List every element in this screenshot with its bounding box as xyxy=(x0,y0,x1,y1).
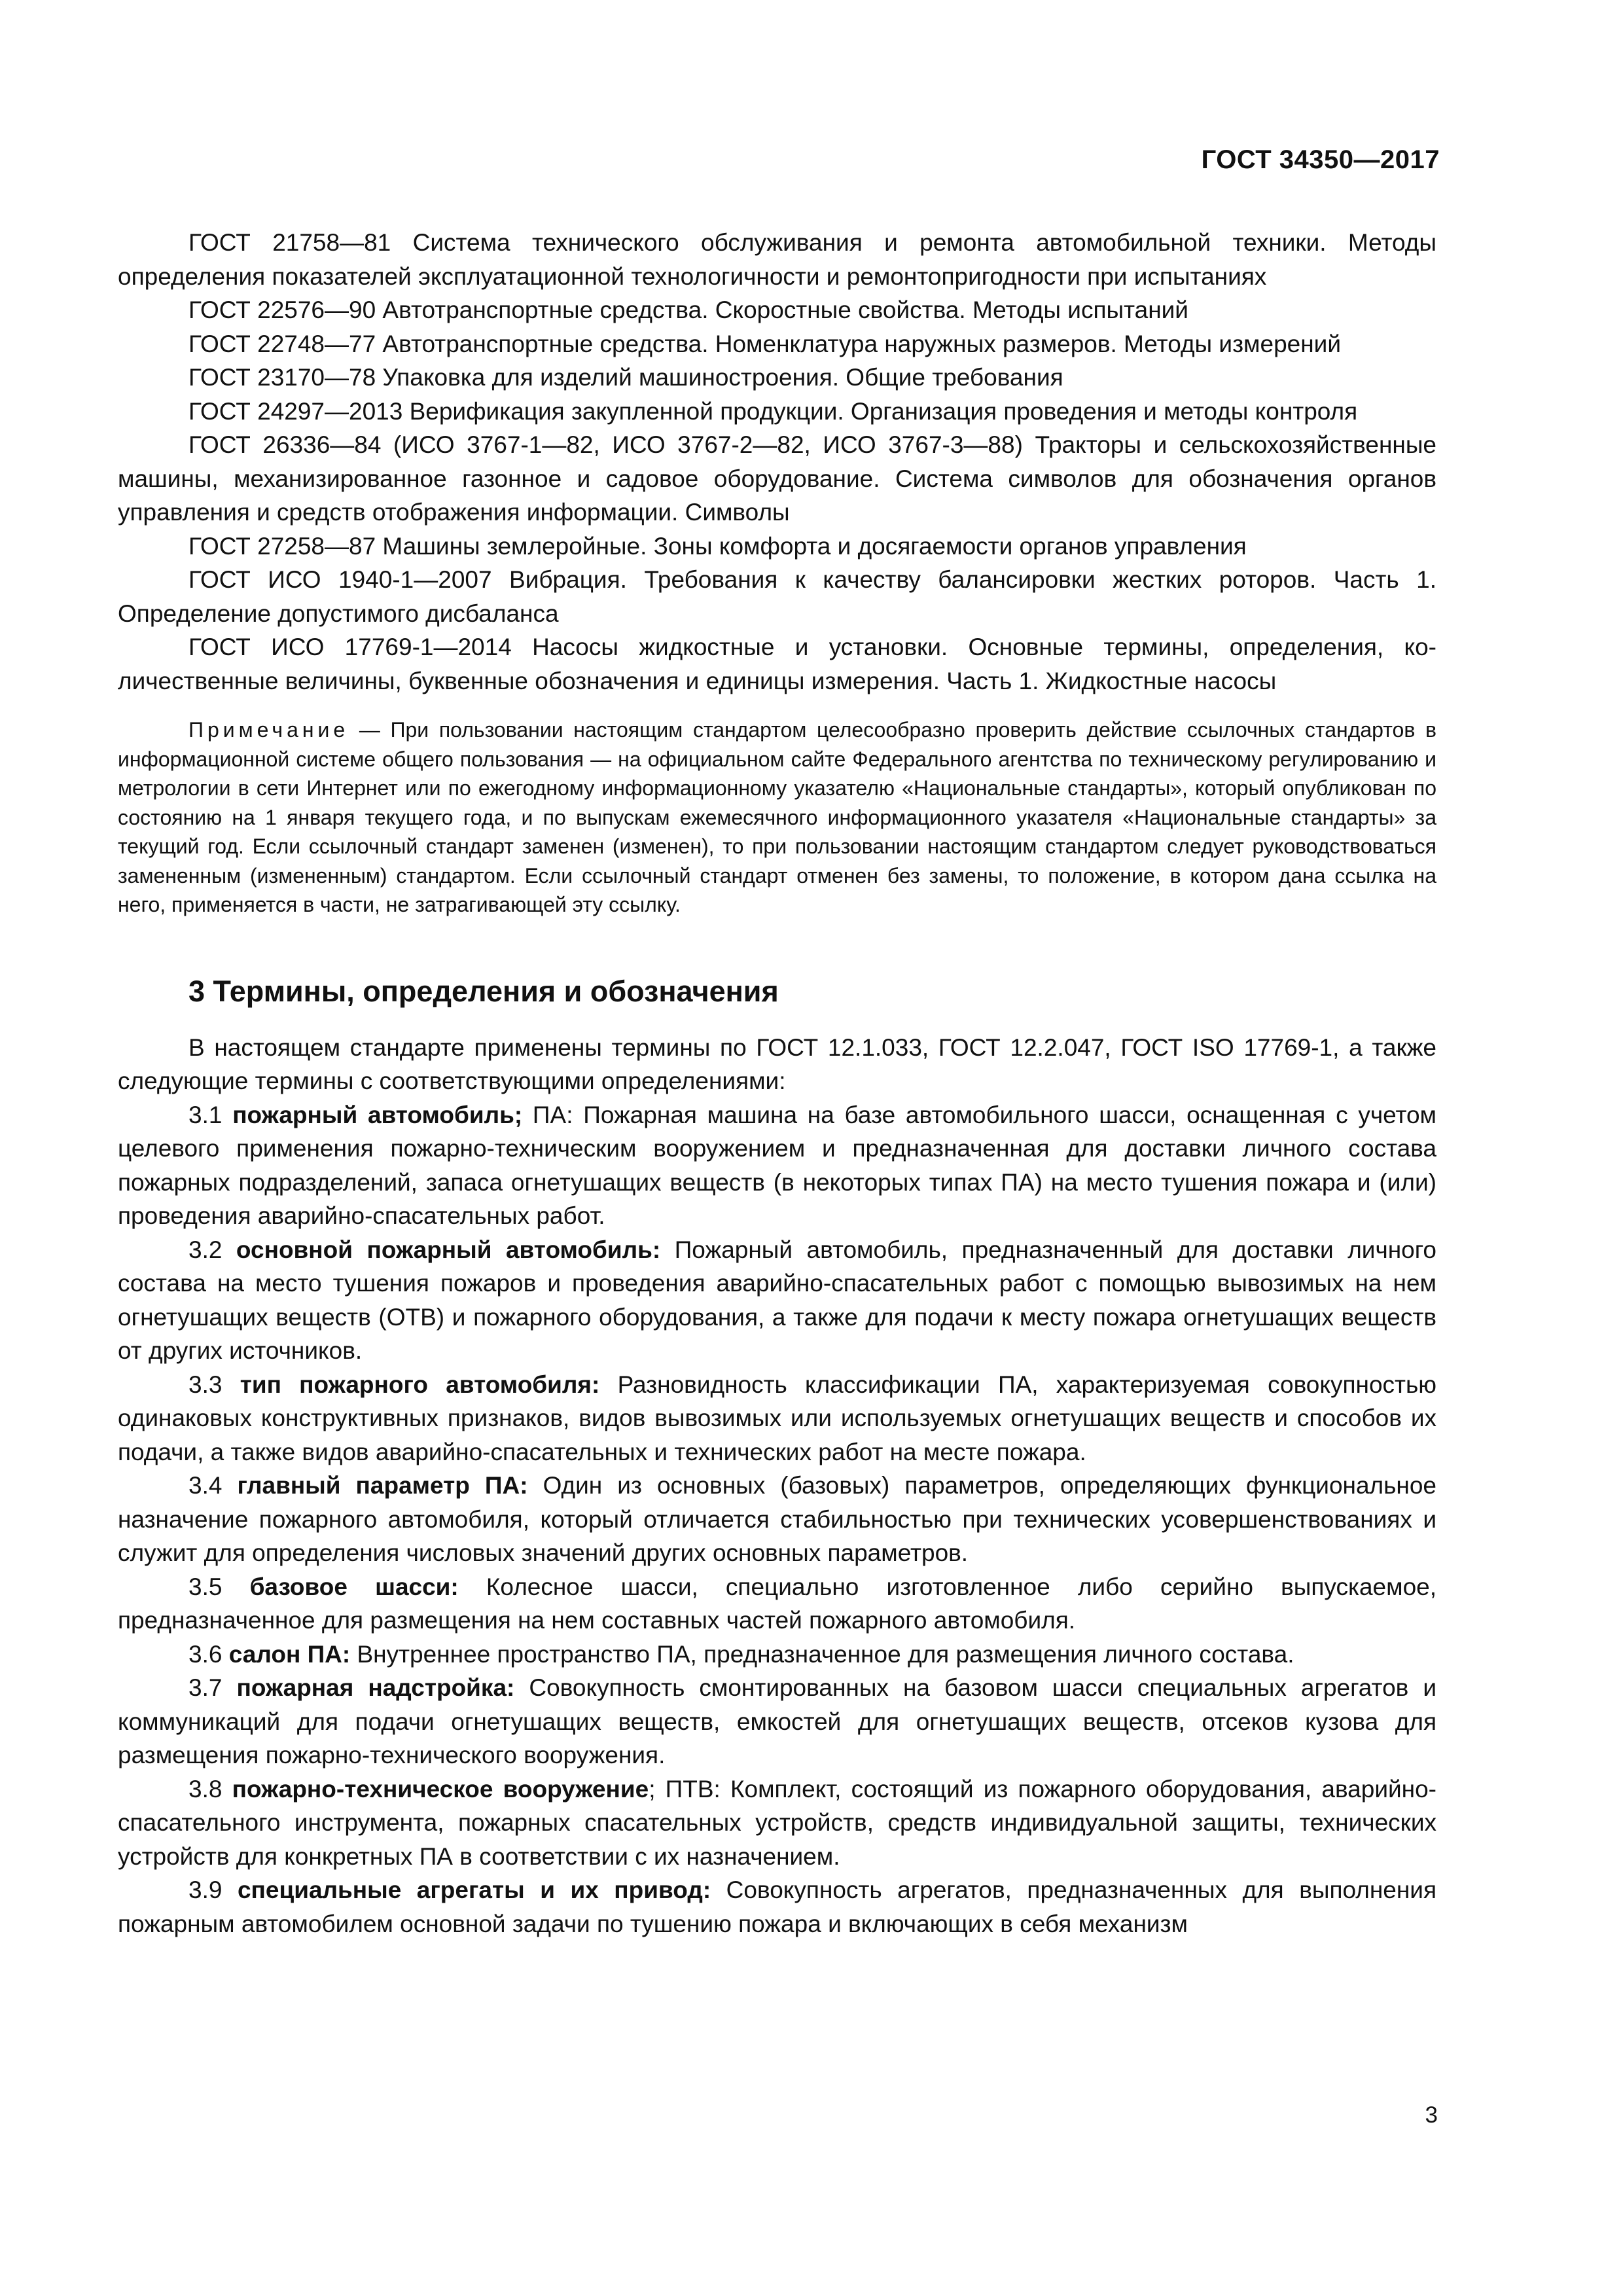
term-number: 3.2 xyxy=(188,1236,236,1263)
term-text: Пожарный автомобиль, предназначенный для доставки личного состава на место тушения пожаров и проведения аварийно-спасательных работ с помощью вывозимых на нем огнетушащих веществ (ОТВ) и пожарного оборудования, а также для подачи к месту пожара огнетушащих веществ от других источников. xyxy=(118,1236,1436,1364)
standard-code-header: ГОСТ 34350—2017 xyxy=(1201,145,1440,174)
reference-item: ГОСТ 24297—2013 Верификация закупленной продукции. Организация проведения и методы контроля xyxy=(188,397,1358,425)
reference-item: ГОСТ ИСО 17769-1—2014 Насосы жидкостные и установки. Основные термины, определения, количественные величины, буквенные обозначения и единицы измерения. Часть 1. Жидкостные насосы xyxy=(118,634,1436,694)
term-definition xyxy=(118,1873,1436,1941)
reference-item: ГОСТ 23170—78 Упаковка для изделий машиностроения. Общие требования xyxy=(188,364,1063,391)
page-number: 3 xyxy=(1425,2102,1438,2128)
reference-item: ГОСТ 26336—84 (ИСО 3767-1—82, ИСО 3767-2—82, ИСО 3767-3—88) Тракторы и сельскохозяйственные машины, механизированное газонное и садовое оборудование. Система символов для обозначения органов управления и средств отображения информации. Символы xyxy=(118,431,1436,526)
term-number: 3.1 xyxy=(188,1101,233,1128)
term-name: главный параметр ПА: xyxy=(237,1472,528,1499)
term-name: пожарный автомобиль; xyxy=(232,1101,523,1128)
section-intro: В настоящем стандарте применены термины по ГОСТ 12.1.033, ГОСТ 12.2.047, ГОСТ ISO 17769-1, а также следующие термины с соответствующими определениями: xyxy=(118,1033,1436,1094)
term-text: ПА: Пожарная машина на базе автомобильного шасси, оснащенная с учетом целевого применения пожарно-техническим вооружением и предназначенная для доставки личного состава пожарных подразделений, запаса огнетушащих веществ (в некоторых типах ПА) на место тушения пожара и (или) проведения аварийно-спасательных работ. xyxy=(118,1101,1436,1229)
terms-list xyxy=(118,1098,1436,1941)
term-name: специальные агрегаты и их привод: xyxy=(237,1876,711,1903)
term-name: пожарно-техническое вооружение xyxy=(232,1775,649,1803)
term-number: 3.5 xyxy=(188,1573,250,1600)
term-name: салон ПА: xyxy=(228,1640,351,1668)
term-name: пожарная надстройка: xyxy=(236,1674,515,1701)
term-text: Колесное шасси, специально изготовленное либо серийно выпускаемое, предназначенное для размещения на нем составных частей пожарного автомобиля. xyxy=(118,1573,1437,1634)
term-number: 3.6 xyxy=(188,1640,229,1668)
term-definition xyxy=(118,1098,1436,1233)
term-definition xyxy=(118,1469,1436,1570)
term-definition xyxy=(118,1671,1436,1772)
reference-item: ГОСТ ИСО 1940-1—2007 Вибрация. Требования к качеству балансировки жестких роторов. Часть 1. Определение допустимого дисбаланса xyxy=(118,566,1436,627)
term-definition xyxy=(118,1638,1436,1672)
term-text: ; ПТВ: Комплект, состоящий из пожарного оборудования, аварийно-спасательного инструмента, пожарных спасательных устройств, средств индивидуальной защиты, технических устройств для конкретных ПА в соответствии с их назначением. xyxy=(118,1775,1437,1870)
term-definition xyxy=(118,1233,1436,1368)
reference-item: ГОСТ 27258—87 Машины землеройные. Зоны комфорта и досягаемости органов управления xyxy=(188,532,1247,560)
section-title: 3 Термины, определения и обозначения xyxy=(188,974,779,1008)
term-number: 3.8 xyxy=(188,1775,232,1803)
reference-item: ГОСТ 21758—81 Система технического обслуживания и ремонта автомобильной техники. Методы определения показателей эксплуатационной технологичности и ремонтопригодности при испытаниях xyxy=(118,229,1436,290)
term-text: Совокупность смонтированных на базовом шасси специальных агрегатов и коммуникаций для подачи огнетушащих веществ, емкостей для огнетушащих веществ, отсеков кузова для размещения пожарно-технического вооружения. xyxy=(118,1674,1437,1768)
normative-references xyxy=(118,226,1436,698)
term-name: базовое шасси: xyxy=(249,1573,459,1600)
reference-item: ГОСТ 22576—90 Автотранспортные средства. Скоростные свойства. Методы испытаний xyxy=(188,296,1188,323)
term-name: тип пожарного автомобиля: xyxy=(240,1371,600,1398)
page-content xyxy=(118,226,1436,1941)
term-definition xyxy=(118,1570,1436,1638)
term-text: Один из основных (базовых) параметров, определяющих функциональное назначение пожарного автомобиля, который отличается стабильностью при технических усовершенствованиях и служит для определения числовых значений других основных параметров. xyxy=(118,1472,1436,1566)
term-text: Внутреннее пространство ПА, предназначенное для размещения личного состава. xyxy=(350,1640,1294,1668)
term-number: 3.7 xyxy=(188,1674,237,1701)
note-text: — При пользовании настоящим стандартом целесообразно проверить действие ссылочных стандартов в информационной системе общего пользования — на официальном сайте Федерального агентства по техническому регулированию и метрологии в сети Интернет или по ежегодному информационному указателю «Национальные стандарты», который опубликован по состоянию на 1 января текущего года, и по выпускам ежемесячного информационного указателя «Национальные стандарты» за текущий год. Если ссылочный стандарт заменен (изменен), то при пользовании настоящим стандартом следует руководствоваться замененным (измененным) стандартом. Если ссылочный стандарт отменен без замены, то положение, в котором дана ссылка на него, применяется в части, не затрагивающей эту ссылку. xyxy=(118,718,1436,916)
term-number: 3.9 xyxy=(188,1876,238,1903)
term-definition xyxy=(118,1368,1436,1469)
term-number: 3.3 xyxy=(188,1371,240,1398)
term-text: Совокупность агрегатов, предназначенных для выполнения пожарным автомобилем основной задачи по тушению пожара и включающих в себя механизм xyxy=(118,1876,1436,1937)
reference-item: ГОСТ 22748—77 Автотранспортные средства. Номенклатура наружных размеров. Методы измерений xyxy=(188,330,1341,357)
term-name: основной пожарный автомобиль: xyxy=(236,1236,661,1263)
term-text: Разновидность классификации ПА, характеризуемая совокупностью одинаковых конструктивных признаков, видов вывозимых или используемых огнетушащих веществ и способов их подачи, а также видов аварийно-спасательных и технических работ на месте пожара. xyxy=(118,1371,1437,1465)
note-block xyxy=(118,715,1436,920)
term-definition xyxy=(118,1772,1436,1874)
term-number: 3.4 xyxy=(188,1472,238,1499)
note-label: Примечание xyxy=(188,718,349,742)
